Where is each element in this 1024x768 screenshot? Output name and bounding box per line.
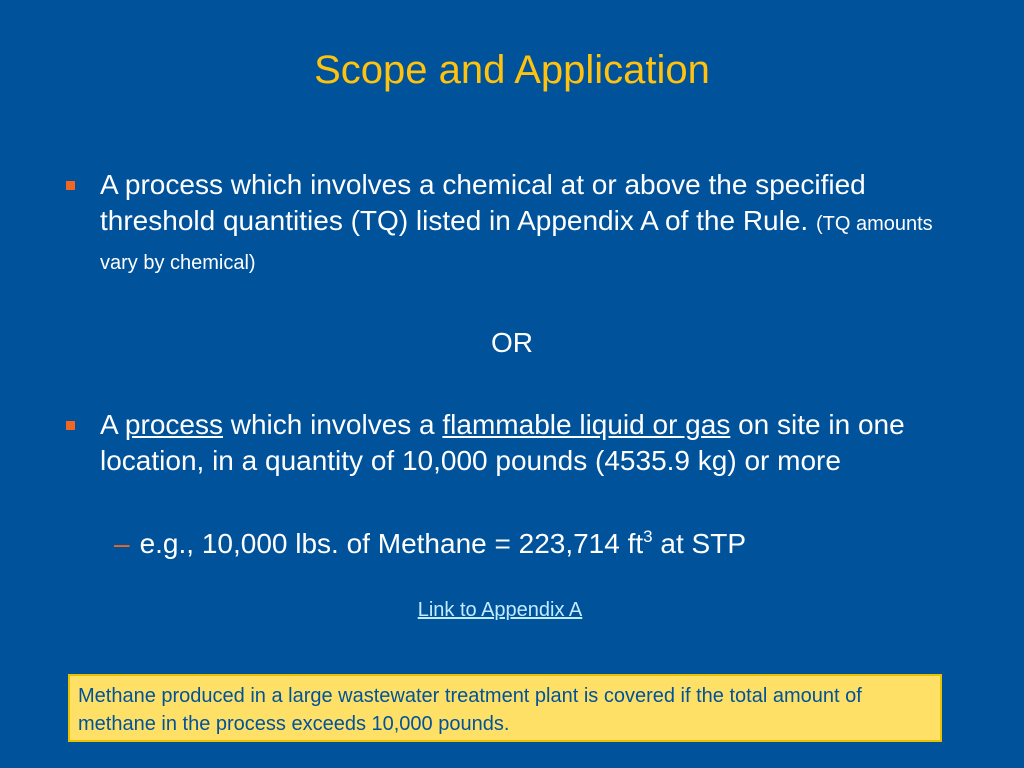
bullet-2-text-part-2: which involves a bbox=[222, 409, 443, 440]
appendix-a-link[interactable]: Link to Appendix A bbox=[417, 599, 583, 621]
flammable-liquid-or-gas-link[interactable]: flammable liquid or gas bbox=[442, 409, 731, 440]
sub-bullet-item bbox=[114, 526, 746, 562]
sub-bullet-text-after: at STP bbox=[652, 528, 747, 559]
process-link[interactable]: process bbox=[124, 409, 223, 440]
or-separator: OR bbox=[491, 327, 533, 358]
bullet-1-note-text: (TQ amounts vary by chemical) bbox=[100, 213, 933, 274]
square-bullet-icon bbox=[66, 181, 75, 190]
note-box: Methane produced in a large wastewater treatment plant is covered if the total amount of methane in the process exceeds 10,000 pounds. bbox=[68, 674, 942, 742]
bullet-text-1 bbox=[100, 167, 946, 281]
bullet-1-main-text: A process which involves a chemical at or above the specified threshold quantities (TQ) listed in Appendix A of the Rule. bbox=[100, 169, 866, 236]
bullet-item-2 bbox=[66, 407, 946, 479]
sub-bullet-text-before: e.g., 10,000 lbs. of Methane = 223,714 ft bbox=[139, 528, 644, 559]
bullet-item-1 bbox=[66, 167, 946, 281]
superscript-three: 3 bbox=[643, 527, 653, 546]
dash-bullet-icon: – bbox=[114, 528, 130, 559]
bullet-2-text-part-3: on site in one location, in a quantity of 10,000 pounds (4535.9 kg) or more bbox=[100, 409, 905, 476]
link-container bbox=[0, 597, 1000, 623]
bullet-text-2 bbox=[100, 407, 946, 479]
square-bullet-icon bbox=[66, 421, 75, 430]
slide-title: Scope and Application bbox=[314, 48, 710, 92]
bullet-2-text-part-1: A bbox=[100, 409, 125, 440]
